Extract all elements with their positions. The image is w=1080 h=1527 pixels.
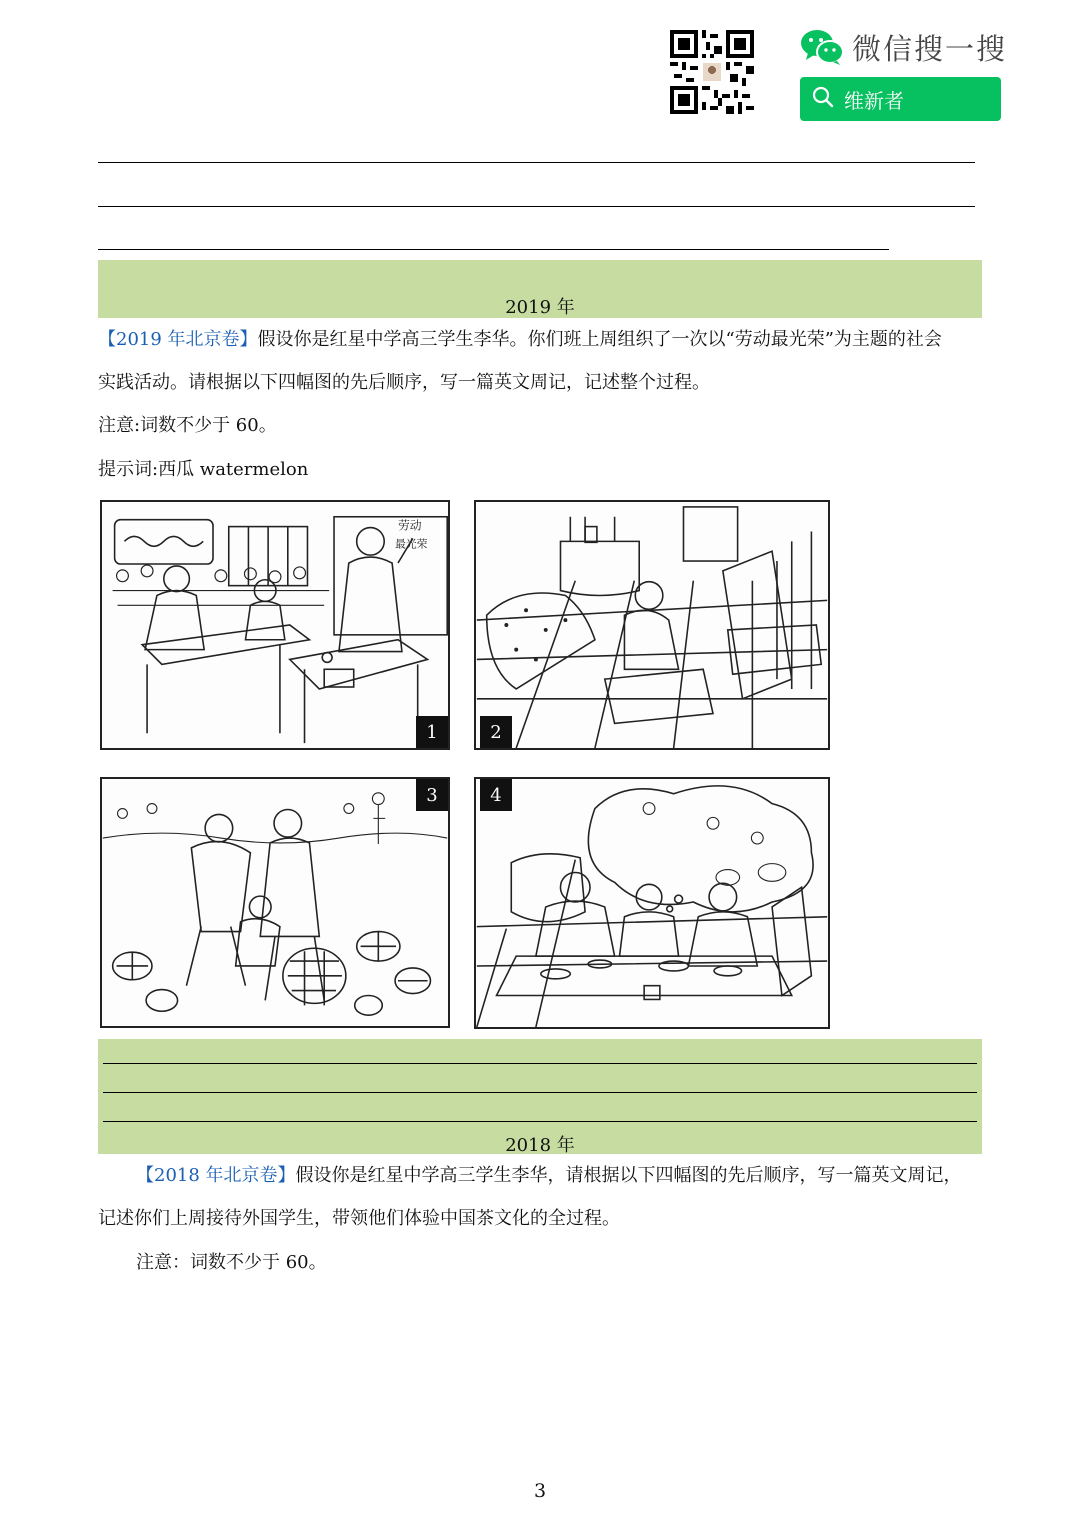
year-band-2019 <box>98 260 982 318</box>
search-text: 维新者 <box>844 88 904 113</box>
question-line-1 <box>98 331 942 349</box>
answer-line <box>98 249 889 250</box>
wechat-search-brand <box>800 26 1007 68</box>
app-title: 微信搜一搜 <box>852 31 1008 66</box>
question-line-2: 实践活动。请根据以下四幅图的先后顺序，写一篇英文周记，记述整个过程。 <box>98 372 710 393</box>
panel-number: 3 <box>416 779 448 811</box>
panel-number: 1 <box>416 716 448 748</box>
year-label: 2019 年 <box>505 297 575 318</box>
comic-panel-1 <box>100 500 450 750</box>
comic-panel-3 <box>100 777 450 1028</box>
question-note: 注意：词数不少于 60。 <box>136 1252 327 1273</box>
board-text-line2: 最光荣 <box>395 537 428 551</box>
question-text: 假设你是红星中学高三学生李华。你们班上周组织了一次以“劳动最光荣”为主题的社会 <box>257 329 942 350</box>
search-icon <box>812 86 834 113</box>
comic-panel-4 <box>474 777 830 1029</box>
board-text-line1: 劳动 <box>398 518 422 533</box>
question-source: 【2019 年北京卷】 <box>98 329 258 350</box>
answer-line <box>103 1121 977 1122</box>
answer-line <box>103 1092 977 1093</box>
search-button[interactable] <box>800 77 1001 121</box>
wechat-logo-icon <box>800 28 844 66</box>
answer-line <box>103 1063 977 1064</box>
answer-line <box>98 162 975 163</box>
page-number: 3 <box>533 1480 547 1502</box>
panel-number: 2 <box>480 716 512 748</box>
qr-code <box>670 30 754 114</box>
year-label: 2018 年 <box>505 1135 575 1156</box>
comic-panel-2 <box>474 500 830 750</box>
question-line-2: 记述你们上周接待外国学生，带领他们体验中国茶文化的全过程。 <box>98 1208 620 1229</box>
question-hint: 提示词:西瓜 watermelon <box>98 459 309 480</box>
panel-number: 4 <box>480 779 512 811</box>
question-line-1 <box>136 1167 962 1185</box>
question-source: 【2018 年北京卷】 <box>136 1165 296 1186</box>
question-text: 假设你是红星中学高三学生李华，请根据以下四幅图的先后顺序，写一篇英文周记， <box>295 1165 962 1186</box>
question-note: 注意:词数不少于 60。 <box>98 415 277 436</box>
answer-line <box>98 206 975 207</box>
year-band-2018 <box>98 1039 982 1154</box>
